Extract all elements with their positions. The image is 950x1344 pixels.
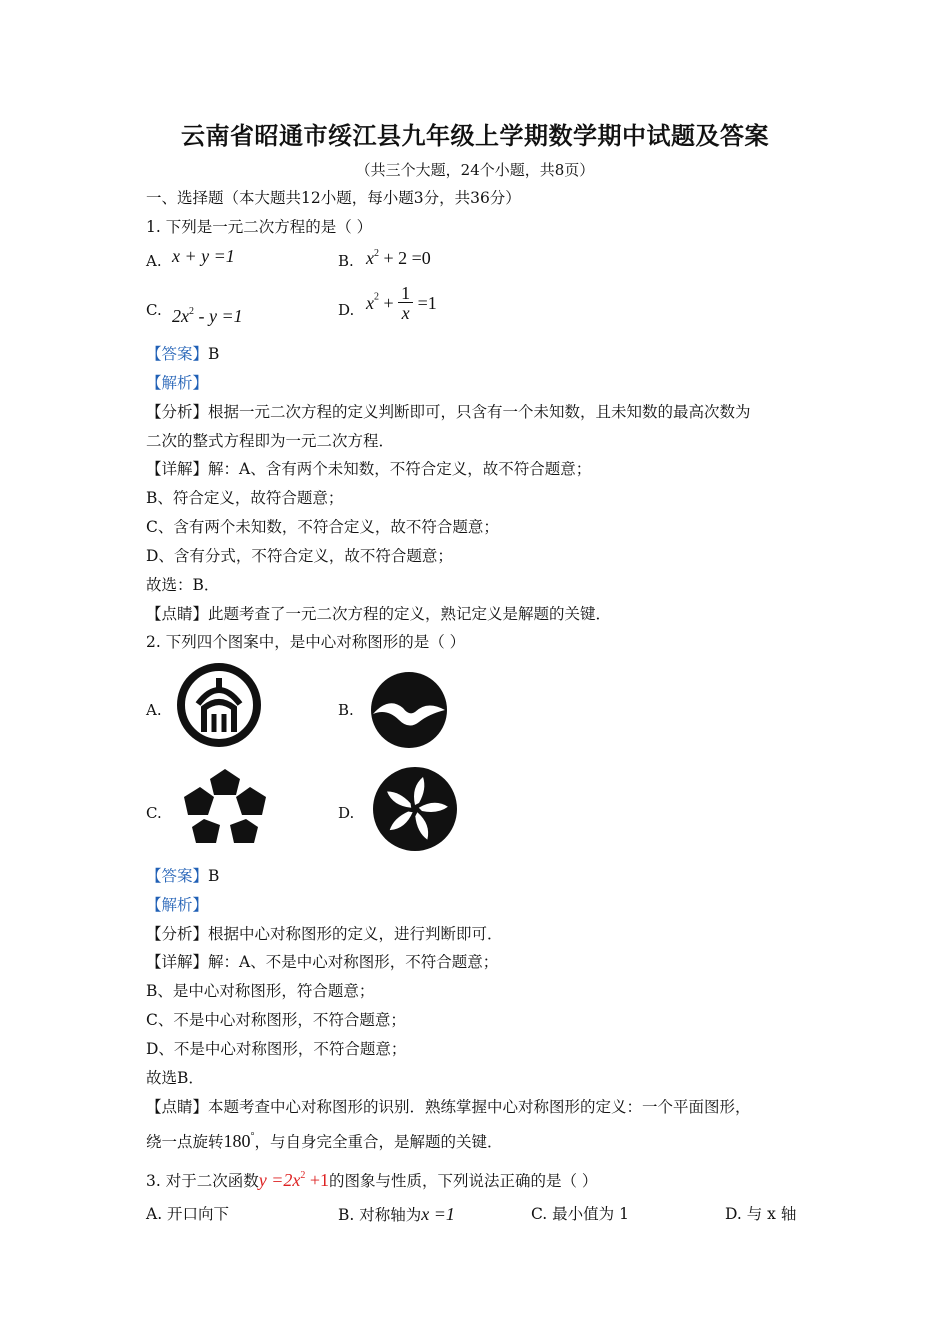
- q2-option-b-swirl-icon: [369, 670, 449, 750]
- q1-xiangjie-c: C、含有两个未知数，不符合定义，故不符合题意；: [146, 518, 499, 536]
- q1-xiangjie: 【详解】解：A、含有两个未知数，不符合定义，故不符合题意；: [146, 460, 592, 478]
- q2-fenxi: 【分析】根据中心对称图形的定义，进行判断即可．: [146, 925, 503, 943]
- q2-answer: 【答案】B: [146, 867, 220, 885]
- q2-xiangjie-d: D、不是中心对称图形，不符合题意；: [146, 1040, 407, 1058]
- q1-answer: 【答案】B: [146, 345, 220, 363]
- q1-option-c-expr: $2x^2 - y =1$: [172, 306, 243, 326]
- q2-option-a-label: A.: [146, 701, 162, 719]
- q1-fenxi-cont: 二次的整式方程即为一元二次方程．: [146, 432, 395, 450]
- q3-option-c: C. 最小值为 1: [531, 1205, 629, 1223]
- q3-stem: 3. 对于二次函数$y =2x^2 +1$的图象与性质，下列说法正确的是（ ）: [146, 1170, 598, 1190]
- q1-choice: 故选：B．: [146, 576, 220, 594]
- q3-option-a: A. 开口向下: [146, 1205, 230, 1223]
- q1-fenxi: 【分析】根据一元二次方程的定义判断即可，只含有一个未知数，且未知数的最高次数为: [146, 403, 751, 421]
- q2-option-c-flower-icon: [180, 767, 270, 847]
- q2-xiangjie: 【详解】解：A、不是中心对称图形，不符合题意；: [146, 953, 499, 971]
- q2-option-c-label: C.: [146, 804, 162, 822]
- q2-xiangjie-c: C、不是中心对称图形，不符合题意；: [146, 1011, 406, 1029]
- q1-stem: 1. 下列是一元二次方程的是（ ）: [146, 218, 373, 236]
- q2-choice: 故选B．: [146, 1069, 204, 1087]
- q2-option-a-emblem-icon: [174, 662, 264, 748]
- page-title: 云南省昭通市绥江县九年级上学期数学期中试题及答案: [181, 121, 769, 150]
- q2-xiangjie-b: B、是中心对称图形，符合题意；: [146, 982, 375, 1000]
- q2-option-d-label: D.: [338, 804, 355, 822]
- q1-option-c-label: C.: [146, 301, 162, 319]
- q1-option-a-label: A.: [146, 252, 162, 270]
- q1-option-d-expr: $x^2$ + $\frac{1}{x}$ =1: [366, 283, 437, 323]
- q2-stem: 2. 下列四个图案中，是中心对称图形的是（ ）: [146, 633, 466, 651]
- q1-option-b-expr: $x^2 + 2 =0$: [366, 248, 431, 268]
- q3-option-d: D. 与 x 轴: [725, 1205, 797, 1223]
- q3-option-b: B. 对称轴为x =1: [338, 1204, 455, 1224]
- fraction: $\frac{1}{x}$: [398, 284, 413, 323]
- page-subtitle: （共三个大题，24个小题，共8页）: [355, 161, 595, 179]
- q2-analysis-tag: 【解析】: [146, 896, 209, 914]
- q1-option-b-label: B.: [338, 252, 354, 270]
- q2-dianjing-cont: 绕一点旋转180°，与自身完全重合，是解题的关键．: [146, 1131, 503, 1151]
- q1-xiangjie-b: B、符合定义，故符合题意；: [146, 489, 344, 507]
- q2-option-b-label: B.: [338, 701, 354, 719]
- q2-dianjing: 【点睛】本题考查中心对称图形的识别．熟练掌握中心对称图形的定义：一个平面图形，: [146, 1098, 751, 1116]
- q1-analysis-tag: 【解析】: [146, 374, 209, 392]
- q1-option-d-label: D.: [338, 301, 355, 319]
- q1-dianjing: 【点睛】此题考查了一元二次方程的定义，熟记定义是解题的关键．: [146, 605, 612, 623]
- section-heading: 一、选择题（本大题共12小题，每小题3分，共36分）: [146, 189, 521, 207]
- q2-option-d-bauhinia-icon: [371, 766, 459, 852]
- q1-xiangjie-d: D、含有分式，不符合定义，故不符合题意；: [146, 547, 453, 565]
- q1-option-a-expr: x + y =1: [172, 246, 235, 266]
